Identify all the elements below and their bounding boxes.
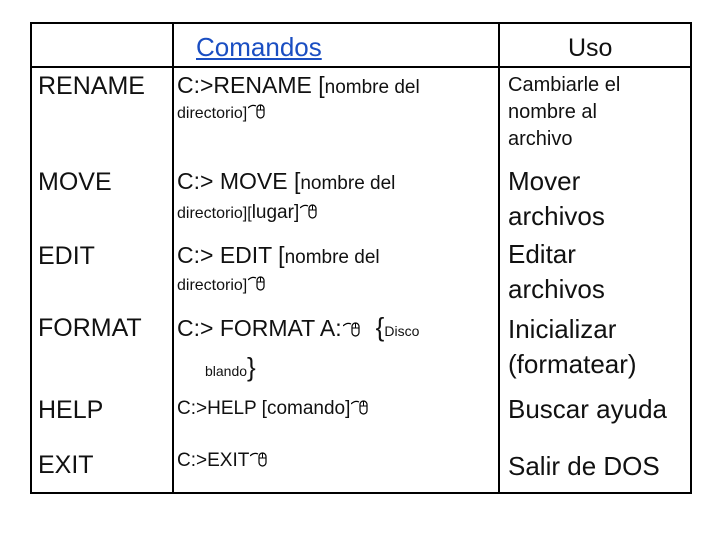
command-name-rename: RENAME	[38, 72, 145, 100]
column-divider	[172, 24, 174, 492]
row-divider	[32, 66, 690, 68]
usage-rename: Cambiarle el nombre al archivo	[508, 74, 621, 150]
command-name-move: MOVE	[38, 168, 112, 196]
command-syntax-edit: C:> EDIT [nombre del	[177, 242, 380, 268]
command-name-exit: EXIT	[38, 451, 94, 479]
mouse-pointer-icon	[248, 276, 267, 292]
mouse-pointer-icon	[343, 322, 362, 338]
usage-move: Mover archivos	[508, 166, 605, 231]
usage-exit: Salir de DOS	[508, 451, 660, 481]
mouse-pointer-icon	[351, 400, 370, 416]
column-divider	[498, 24, 500, 492]
command-syntax-help: C:>HELP [comando]	[177, 398, 370, 420]
command-syntax-edit-cont: directorio]	[177, 276, 267, 295]
command-syntax-format: C:> FORMAT A: {Disco	[177, 312, 420, 342]
command-name-edit: EDIT	[38, 242, 95, 270]
command-syntax-move: C:> MOVE [nombre del	[177, 168, 396, 194]
command-syntax-rename: C:>RENAME [nombre del	[177, 72, 420, 98]
mouse-pointer-icon	[248, 104, 267, 120]
usage-format: Inicializar (formatear)	[508, 314, 637, 379]
header-commands: Comandos	[196, 32, 322, 62]
command-syntax-rename-cont: directorio]	[177, 104, 267, 123]
command-syntax-move-cont: directorio][lugar]	[177, 202, 319, 224]
commands-table	[30, 22, 692, 494]
usage-help: Buscar ayuda	[508, 394, 667, 424]
command-name-format: FORMAT	[38, 314, 142, 342]
usage-edit: Editar archivos	[508, 239, 605, 304]
command-syntax-format-cont: blando}	[205, 352, 256, 382]
mouse-pointer-icon	[250, 452, 269, 468]
header-usage: Uso	[568, 34, 613, 62]
mouse-pointer-icon	[300, 204, 319, 220]
command-name-help: HELP	[38, 396, 104, 424]
command-syntax-exit: C:>EXIT	[177, 450, 269, 472]
